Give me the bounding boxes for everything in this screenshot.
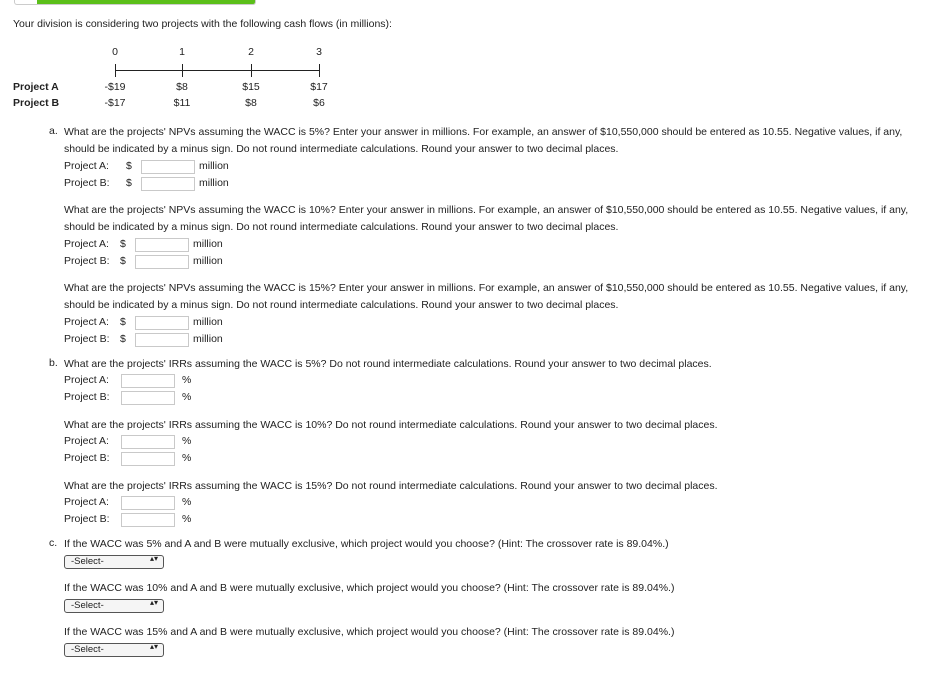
project-a-label: Project A [13, 81, 59, 93]
irr15-project-b-input[interactable] [121, 513, 175, 527]
chevron-updown-icon: ▴▾ [149, 598, 158, 607]
unit-label: million [193, 333, 223, 345]
timeline-axis [115, 70, 319, 71]
cash-flow: -$19 [104, 81, 126, 93]
unit-label: million [199, 177, 229, 189]
select-value: -Select- [71, 556, 104, 567]
irr15-label-a: Project A: [64, 496, 109, 508]
npv15-label-b: Project B: [64, 333, 110, 345]
progress-fill [37, 0, 255, 4]
percent-sign: % [182, 435, 192, 447]
chevron-updown-icon: ▴▾ [149, 642, 158, 651]
choice-question-10: If the WACC was 10% and A and B were mutually exclusive, which project would you choose? (Hint: The crossover rate is 89.04%.) [64, 582, 675, 594]
select-value: -Select- [71, 600, 104, 611]
percent-sign: % [182, 513, 192, 525]
irr-question-5: What are the projects' IRRs assuming the WACC is 5%? Do not round intermediate calculations. Round your answer to two decimal places. [64, 358, 712, 370]
unit-label: million [193, 238, 223, 250]
cash-flow: -$17 [104, 97, 126, 109]
period-0: 0 [112, 46, 118, 58]
npv5-label-b: Project B: [64, 177, 110, 189]
dollar-sign: $ [120, 316, 126, 328]
npv5-project-a-input[interactable] [141, 160, 195, 174]
cash-flow: $6 [313, 97, 325, 109]
chevron-updown-icon: ▴▾ [149, 554, 158, 563]
part-b-letter: b. [49, 357, 58, 369]
irr5-label-a: Project A: [64, 374, 109, 386]
part-c-letter: c. [49, 537, 58, 549]
irr10-project-b-input[interactable] [121, 452, 175, 466]
npv15-project-b-input[interactable] [135, 333, 189, 347]
npv10-label-b: Project B: [64, 255, 110, 267]
cash-flow: $8 [245, 97, 257, 109]
npv-question-10: What are the projects' NPVs assuming the WACC is 10%? Enter your answer in millions. For example, an answer of $10,550,000 should be entered as 10.55. Negative values, if any, should be indicated by a minus sign. Do not round intermediate calculations. Round your answer to two decimal places. [64, 204, 909, 233]
npv-question-15: What are the projects' NPVs assuming the WACC is 15%? Enter your answer in millions. For example, an answer of $10,550,000 should be entered as 10.55. Negative values, if any, should be indicated by a minus sign. Do not round intermediate calculations. Round your answer to two decimal places. [64, 282, 909, 311]
progress-bar [14, 0, 256, 5]
dollar-sign: $ [126, 160, 132, 172]
project-choice-select-5[interactable] [64, 555, 164, 569]
irr5-label-b: Project B: [64, 391, 110, 403]
percent-sign: % [182, 452, 192, 464]
timeline-tick [115, 64, 116, 77]
unit-label: million [199, 160, 229, 172]
percent-sign: % [182, 374, 192, 386]
dollar-sign: $ [120, 255, 126, 267]
dollar-sign: $ [120, 333, 126, 345]
npv-question-5: What are the projects' NPVs assuming the WACC is 5%? Enter your answer in millions. For example, an answer of $10,550,000 should be entered as 10.55. Negative values, if any, should be indicated by a minus sign. Do not round intermediate calculations. Round your answer to two decimal places. [64, 126, 903, 155]
timeline-tick [251, 64, 252, 77]
irr10-label-a: Project A: [64, 435, 109, 447]
period-3: 3 [316, 46, 322, 58]
choice-question-15: If the WACC was 15% and A and B were mutually exclusive, which project would you choose? (Hint: The crossover rate is 89.04%.) [64, 626, 675, 638]
period-2: 2 [248, 46, 254, 58]
unit-label: million [193, 255, 223, 267]
npv15-label-a: Project A: [64, 316, 109, 328]
cash-flow: $11 [173, 97, 191, 109]
irr10-label-b: Project B: [64, 452, 110, 464]
irr5-project-a-input[interactable] [121, 374, 175, 388]
cash-flow: $17 [310, 81, 328, 93]
npv10-label-a: Project A: [64, 238, 109, 250]
npv15-project-a-input[interactable] [135, 316, 189, 330]
irr-question-15: What are the projects' IRRs assuming the WACC is 15%? Do not round intermediate calculations. Round your answer to two decimal places. [64, 480, 718, 492]
percent-sign: % [182, 496, 192, 508]
irr15-label-b: Project B: [64, 513, 110, 525]
cash-flow: $8 [176, 81, 188, 93]
dollar-sign: $ [120, 238, 126, 250]
project-choice-select-15[interactable] [64, 643, 164, 657]
npv10-project-a-input[interactable] [135, 238, 189, 252]
project-choice-select-10[interactable] [64, 599, 164, 613]
period-1: 1 [179, 46, 185, 58]
unit-label: million [193, 316, 223, 328]
dollar-sign: $ [126, 177, 132, 189]
npv5-project-b-input[interactable] [141, 177, 195, 191]
irr5-project-b-input[interactable] [121, 391, 175, 405]
timeline-tick [319, 64, 320, 77]
select-value: -Select- [71, 644, 104, 655]
npv10-project-b-input[interactable] [135, 255, 189, 269]
intro-text: Your division is considering two projects with the following cash flows (in millions): [13, 18, 392, 30]
part-a-letter: a. [49, 125, 58, 137]
npv5-label-a: Project A: [64, 160, 109, 172]
project-b-label: Project B [13, 97, 60, 109]
choice-question-5: If the WACC was 5% and A and B were mutually exclusive, which project would you choose? (Hint: The crossover rate is 89.04%.) [64, 538, 669, 550]
irr-question-10: What are the projects' IRRs assuming the WACC is 10%? Do not round intermediate calculations. Round your answer to two decimal places. [64, 419, 718, 431]
irr10-project-a-input[interactable] [121, 435, 175, 449]
irr15-project-a-input[interactable] [121, 496, 175, 510]
cash-flow: $15 [242, 81, 260, 93]
timeline-tick [182, 64, 183, 77]
percent-sign: % [182, 391, 192, 403]
